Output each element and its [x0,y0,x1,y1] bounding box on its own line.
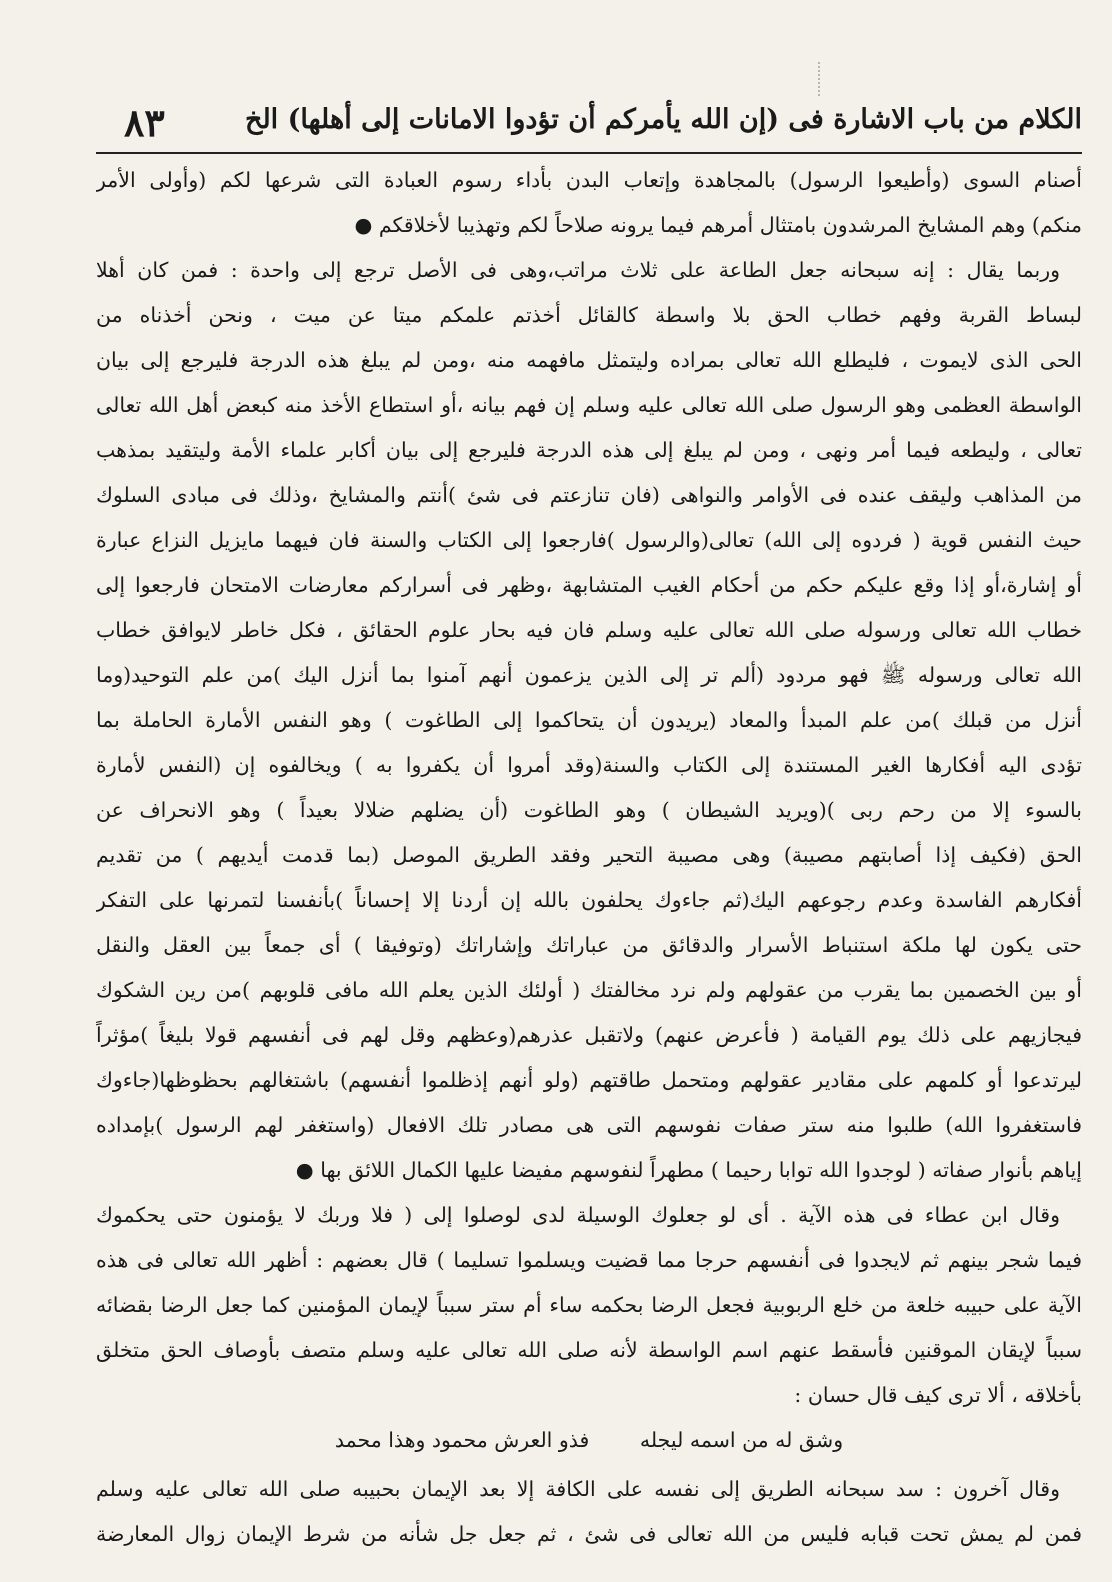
page-header [96,100,1082,152]
text-line: حتى يكون لها ملكة استنباط الأسرار والدقائق من عباراتك وإشاراتك (وتوفيقا ) أى جمعاً بين العقل والنقل [96,933,1082,957]
running-title: الكلام من باب الاشارة فى (إن الله يأمركم أن تؤدوا الامانات إلى أهلها) الخ [245,104,1082,135]
text-line: أو بين الخصمين بما يقرب من عقولهم ولم نرد مخالفتك ( أولئك الذين يعلم الله مافى قلوبهم )من رين الشكوك [96,978,1082,1002]
text-line: أصنام السوى (وأطيعوا الرسول) بالمجاهدة وإتعاب البدن بأداء رسوم العبادة التى شرعها لكم (وأولى الأمر [96,168,1082,192]
text-line: وقال ابن عطاء فى هذه الآية . أى لو جعلوك الوسيلة لدى لوصلوا إلى ( فلا وربك لا يؤمنون حتى يحكموك [96,1203,1060,1227]
page-number: ٨٣ [124,100,165,145]
text-line: أو إشارة،أو إذا وقع عليكم حكم من أحكام الغيب المتشابهة ،وظهر فى أسراركم معارضات الامتحان فارجعوا إلى [96,573,1082,597]
poetry-verse [96,1418,1082,1463]
paper-blemish [818,62,824,96]
text-line: ليرتدعوا أو كلمهم على مقادير عقولهم ومتحمل طاقتهم (ولو أنهم إذظلموا أنفسهم) باشتغالهم بحظوظها(جاءوك [96,1068,1082,1092]
text-line: الواسطة العظمى وهو الرسول صلى الله تعالى عليه وسلم إن فهم بيانه ،أو استطاع الأخذ منه كبعض أهل الله تعالى [96,393,1082,417]
text-line: حيث النفس قوية ( فردوه إلى الله) تعالى(والرسول )فارجعوا إلى الكتاب والسنة فان فيهما مايزيل النزاع عبارة [96,528,1082,552]
text-line: فمن لم يمش تحت قبابه فليس من الله تعالى فى شئ ، ثم جعل جل شأنه من شرط الإيمان زوال المعارضة [96,1522,1082,1546]
text-line: لبساط القربة وفهم خطاب الحق بلا واسطة كالقائل أخذتم علمكم ميتا عن ميت ، ونحن أخذناه من [96,303,1082,327]
text-line: إياهم بأنوار صفاته ( لوجدوا الله توابا رحيما ) مطهراً لنفوسهم مفيضا عليها الكمال اللائق بها ● [295,1158,1082,1182]
text-line: وربما يقال : إنه سبحانه جعل الطاعة على ثلاث مراتب،وهى فى الأصل ترجع إلى واحدة : فمن كان أهلا [96,258,1060,282]
text-line: أفكارهم الفاسدة وعدم رجوعهم اليك(ثم جاءوك يحلفون بالله إن أردنا إلا إحساناً )بأنفسنا لتمرنها على التفكر [96,888,1082,912]
body-text [96,158,1082,1557]
text-line: فيما شجر بينهم ثم لايجدوا فى أنفسهم حرجا مما قضيت ويسلموا تسليما ) قال بعضهم : أظهر الله تعالى فى هذه [96,1248,1082,1272]
text-line: وقال آخرون : سد سبحانه الطريق إلى نفسه على الكافة إلا بعد الإيمان بحبيبه صلى الله تعالى عليه وسلم [96,1477,1060,1501]
text-line: الحق (فكيف إذا أصابتهم مصيبة) وهى مصيبة التحير وفقد الطريق الموصل (بما قدمت أيديهم ) من تقديم [96,843,1082,867]
verse-hemistich-second: فذو العرش محمود وهذا محمد [334,1428,590,1452]
text-line: فيجازيهم على ذلك يوم القيامة ( فأعرض عنهم) ولاتقبل عذرهم(وعظهم وقل لهم فى أنفسهم قولا بليغاً )مؤثراً [96,1023,1082,1047]
verse-hemistich-first: وشق له من اسمه ليجله [639,1428,844,1452]
text-line: من المذاهب وليقف عنده فى الأوامر والنواهى (فان تنازعتم فى شئ )أنتم والمشايخ ،وذلك فى مبادى السلوك [96,483,1082,507]
text-line: أنزل من قبلك )من علم المبدأ والمعاد (يريدون أن يتحاكموا إلى الطاغوت ) وهو النفس الأمارة الحاملة بما [96,708,1082,732]
text-line: بأخلاقه ، ألا ترى كيف قال حسان : [794,1383,1082,1407]
text-line: منكم) وهم المشايخ المرشدون بامتثال أمرهم فيما يرونه صلاحاً لكم وتهذيبا لأخلاقكم ● [354,213,1082,237]
text-line: بالسوء إلا من رحم ربى )(ويريد الشيطان ) وهو الطاغوت (أن يضلهم ضلالا بعيداً ) وهو الانحراف عن [96,798,1082,822]
text-line: فاستغفروا الله) طلبوا منه ستر صفات نفوسهم التى هى مصادر تلك الافعال (واستغفر لهم الرسول )بإمداده [96,1113,1082,1137]
text-line: خطاب الله تعالى ورسوله صلى الله تعالى عليه وسلم فان فيه بحار علوم الحقائق ، فكل خاطر لايوافق خطاب [96,618,1082,642]
text-line: الله تعالى ورسوله ﷺ فهو مردود (ألم تر إلى الذين يزعمون أنهم آمنوا بما أنزل اليك )من علم التوحيد(وما [96,663,1082,687]
header-rule [96,152,1082,154]
text-line: الحى الذى لايموت ، فليطلع الله تعالى بمراده وليتمثل مافهمه منه ،ومن لم يبلغ هذه الدرجة فليرجع إلى بيان [96,348,1082,372]
text-line: تعالى ، وليطعه فيما أمر ونهى ، ومن لم يبلغ إلى هذه الدرجة فليرجع إلى بيان أكابر علماء الأمة وليتقيد بمذهب [96,438,1082,462]
text-line: تؤدى اليه أفكارها الغير المستندة إلى الكتاب والسنة(وقد أمروا أن يكفروا به ) ويخالفوه إن (النفس لأمارة [96,753,1082,777]
text-line: الآية على حبيبه خلعة من خلع الربوبية فجعل الرضا بحكمه ساء أم ستر سبباً لإيمان المؤمنين كما جعل الرضا بقضائه [96,1293,1082,1317]
text-line: سبباً لإيقان الموقنين فأسقط عنهم اسم الواسطة لأنه صلى الله تعالى عليه وسلم متصف بأوصاف الحق متخلق [96,1338,1082,1362]
